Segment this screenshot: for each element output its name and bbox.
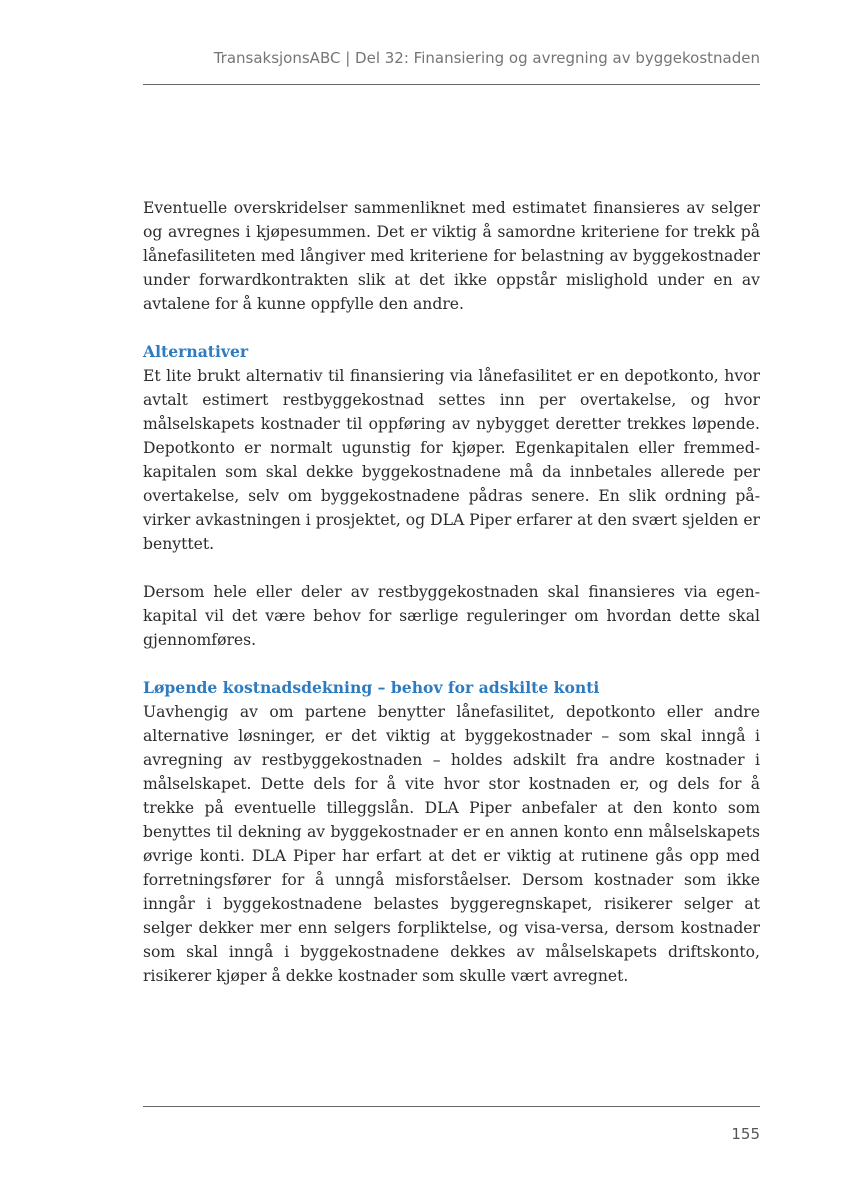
lopende-paragraph-1: Uavhengig av om partene benytter lånefasilitet, depotkonto eller andre alternative løsninger, er det viktig at byggekostnader – som skal inngå i avregning av restbyggekostnaden – holdes adskilt fra andre kostnader i målselskapet. Dette dels for å vite hvor stor kostnaden er, og dels for å trekke på eventuelle tilleggslån. DLA Piper anbefaler at den konto som benyttes til dekning av byggekostnader er en annen konto enn målselskapets øvrige konti. DLA Piper har erfart at det er viktig at rutinene gås opp med forretningsfører for å unngå misforståelser. Dersom kostnader som ikke inngår i byggekostnadene belastes byggeregnskapet, risikerer selger at selger dekker mer enn selgers forpliktelse, og visa-versa, dersom kostnader som skal inngå i byggekostnadene dekkes av målselskapets driftskonto, risikerer kjøper å dekke kostnader som skulle vært avregnet. <box>143 703 760 985</box>
page-body <box>143 196 760 988</box>
header-divider <box>143 84 760 85</box>
page-number: 155 <box>731 1125 760 1143</box>
alternativer-paragraph-1: Et lite brukt alternativ til finansiering via lånefasilitet er en depotkonto, hvor avtalt estimert restbyggekostnad settes inn per overtakelse, og hvor målselskapets kostnader til oppføring av nybygget deretter trekkes løpende. Depotkonto er normalt ugunstig for kjøper. Egenkapitalen eller fremmedkapitalen som skal dekke byggekostnadene må da innbetales allerede per overtakelse, selv om byggekostnadene pådras senere. En slik ordning påvirker avkastningen i prosjektet, og DLA Piper erfarer at den svært sjelden er benyttet. <box>143 367 760 553</box>
section-heading-alternativer: Alternativer <box>143 342 249 361</box>
alternativer-paragraph-2: Dersom hele eller deler av restbyggekostnaden skal finansieres via egenkapital vil det være behov for særlige reguleringer om hvordan dette skal gjennomføres. <box>143 583 760 649</box>
intro-paragraph: Eventuelle overskridelser sammenliknet med estimatet finansieres av selger og avregnes i kjøpesummen. Det er viktig å samordne kriteriene for trekk på lånefasiliteten med långiver med kriteriene for belastning av byggekostnader under forwardkontrakten slik at det ikke oppstår mislighold under en av avtalene for å kunne oppfylle den andre. <box>143 199 760 313</box>
paragraph-spacer <box>143 316 760 340</box>
paragraph-spacer <box>143 556 760 580</box>
paragraph-spacer <box>143 652 760 676</box>
section-heading-lopende-kostnadsdekning: Løpende kostnadsdekning – behov for adskilte konti <box>143 678 600 697</box>
footer-divider <box>143 1106 760 1107</box>
running-header: TransaksjonsABC | Del 32: Finansiering og avregning av byggekostnaden <box>213 49 760 67</box>
